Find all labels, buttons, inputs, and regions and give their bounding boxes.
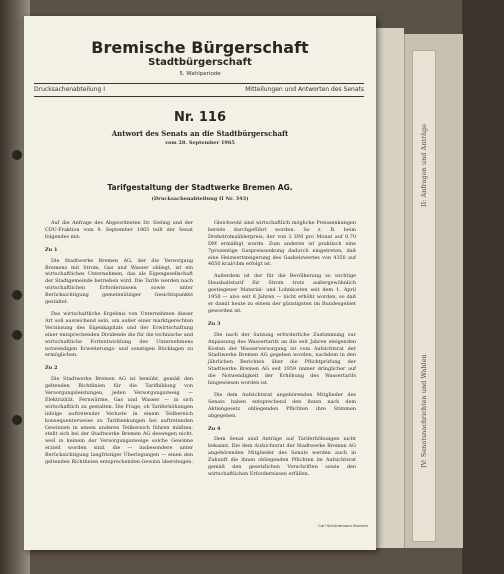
section-heading: Zu 1 [45,246,58,253]
document-page [24,16,376,550]
spine-label [412,50,436,542]
topic-title: Tarifgestaltung der Stadtwerke Bremen AG. [107,183,293,192]
section-label: Mitteilungen und Antworten des Senats [245,86,364,93]
paragraph: Die nach der Satzung erforderliche Zustimmung zur Anpassung des Wassertarifs an die seit Jahren steigenden Kosten der Wasserversorgung ist vom Aufsichtsrat der Stadtwerke Bremen AG gegeben worden, nachdem in den jährlichen Berichten über die Pflichtprüfung der Stadtwerke Bremen AG seit 1959 immer dringlicher auf die Notwendigkeit der Erhöhung des Wassertarifs hingewiesen worden ist. [208,331,356,387]
spine-text-top: II: Anfragen und Anträge [420,124,428,208]
section-heading: Zu 2 [45,365,58,372]
parliament-subtitle: Stadtbürgerschaft [148,57,252,68]
header-rule-top [34,83,364,84]
section-heading: Zu 4 [208,425,221,432]
background-dark [462,0,504,574]
document-heading: Antwort des Senats an die Stadtbürgerschaft [111,129,289,138]
punch-hole [12,150,22,160]
punch-hole [12,290,22,300]
intro-paragraph: Auf die Anfrage des Abgeordneten Dr. Sieling und der CDU-Fraktion vom 9. September 1965 teilt der Senat folgendes mit: [45,220,193,240]
election-period: 5. Wahlperiode [179,71,221,77]
department-label: Drucksachenabteilung I [34,86,106,93]
spine-text [413,51,435,541]
printer-imprint: Carl Schünemann Bremen [318,523,368,528]
topic-reference: (Drucksachenabteilung II Nr. 343) [151,196,249,202]
paragraph: Dem Senat sind Anträge auf Tariferhöhungen nicht bekannt. Die dem Aufsichtsrat der Stadtwerke Bremen AG angehörenden Mitglieder des Senats werden auch in Zukunft die ihnen obliegenden Pflichten im Aufsichtsrat gemäß den gesetzlichen Vorschriften sowie den wirtschaftlichen Erfordernissen erfüllen. [208,436,356,477]
header-rule-bottom [34,96,364,97]
document-number: Nr. 116 [173,110,227,125]
paragraph: Die Stadtwerke Bremen AG, der die Versorgung Bremens mit Strom, Gas und Wasser obliegt, ist ein wirtschaftliches Unternehmen, das als Eigengesellschaft der Stadtgemeinde betrieben wird. Die Tarife werden nach wirtschaftlichen Erfordernissen sowie unter Berücksichtigung gemeinnütziger Gesichtspunkte gestaltet. [45,257,193,306]
paragraph: Die Stadtwerke Bremen AG ist bemüht, gemäß den geltenden Richtlinien für die Tarifbildung von Versorgungsleistungen, jeden Versorgungszweig — Elektrizität, Fernwärme, Gas und Wasser — in sich wirtschaftlich zu gestalten. Die Frage, ob Tariferhöhungen infolge auftretender Verluste in einem Teilbereich konsequenterweise zu Tarifsenkungen bei auftretenden Gewinnen in einem anderen Teilbereich führen müßten, stellt sich bei der Stadtwerke Bremen AG deswegen nicht, weil in keinem der Versorgungszweige solche Gewinne erzielt worden sind, die — insbesondere unter Berücksichtigung langfristiger Überlegungen — einen den geltenden Richtlinien entsprechenden Gewinn übersteigen. [45,376,193,466]
left-column [45,220,193,471]
folder-cover [376,28,404,548]
section-heading: Zu 3 [208,320,221,327]
paragraph: Das wirtschaftliche Ergebnis von Unternehmen dieser Art soll ausreichend sein, um außer einer marktgerechten Verzinsung des Eigenkapitals und der Erwirtschaftung einer entsprechenden Dividende die für die technische und wirtschaftliche Fortentwicklung des Unternehmens notwendigen Erweiterungs- und sonstigen Rücklagen zu ermöglichen. [45,310,193,359]
paragraph: Die dem Aufsichtsrat angehörenden Mitglieder des Senats haben entsprechend den ihnen nach dem Aktiengesetz obliegenden Pflichten ihre Stimmen abgegeben. [208,391,356,419]
punch-hole [12,330,22,340]
paragraph: Gleichwohl sind wirtschaftlich mögliche Preissenkungen bereits durchgeführt worden. So z. B. beim Drehstromzählerpreis, der von 2 DM pro Monat auf 0,70 DM ermäßigt wurde. Zum anderen ist praktisch eine 7prozentige Gaspreissenkung dadurch eingetreten, daß eine Heizwertsteigerung des Gasheizwertes von 4350 auf 4650 kcal/cbm erfolgt ist. [208,220,356,268]
right-column [208,220,356,483]
spine-text-bottom: IV: Senatsnachrichten und Wahlen [420,354,428,468]
punch-hole [12,415,22,425]
parliament-title: Bremische Bürgerschaft [91,38,309,57]
document-date: vom 28. September 1965 [165,140,235,146]
paragraph: Außerdem ist der für die Bevölkerung so wichtige Haushaltstarif für Strom trotz außergewöhnlich gestiegener Material- und Lohnkosten seit dem 1. April 1958 — also seit 8 Jahren — nicht erhöht worden, so daß er damit heute zu einem der günstigsten im Bundesgebiet geworden ist. [208,273,356,314]
